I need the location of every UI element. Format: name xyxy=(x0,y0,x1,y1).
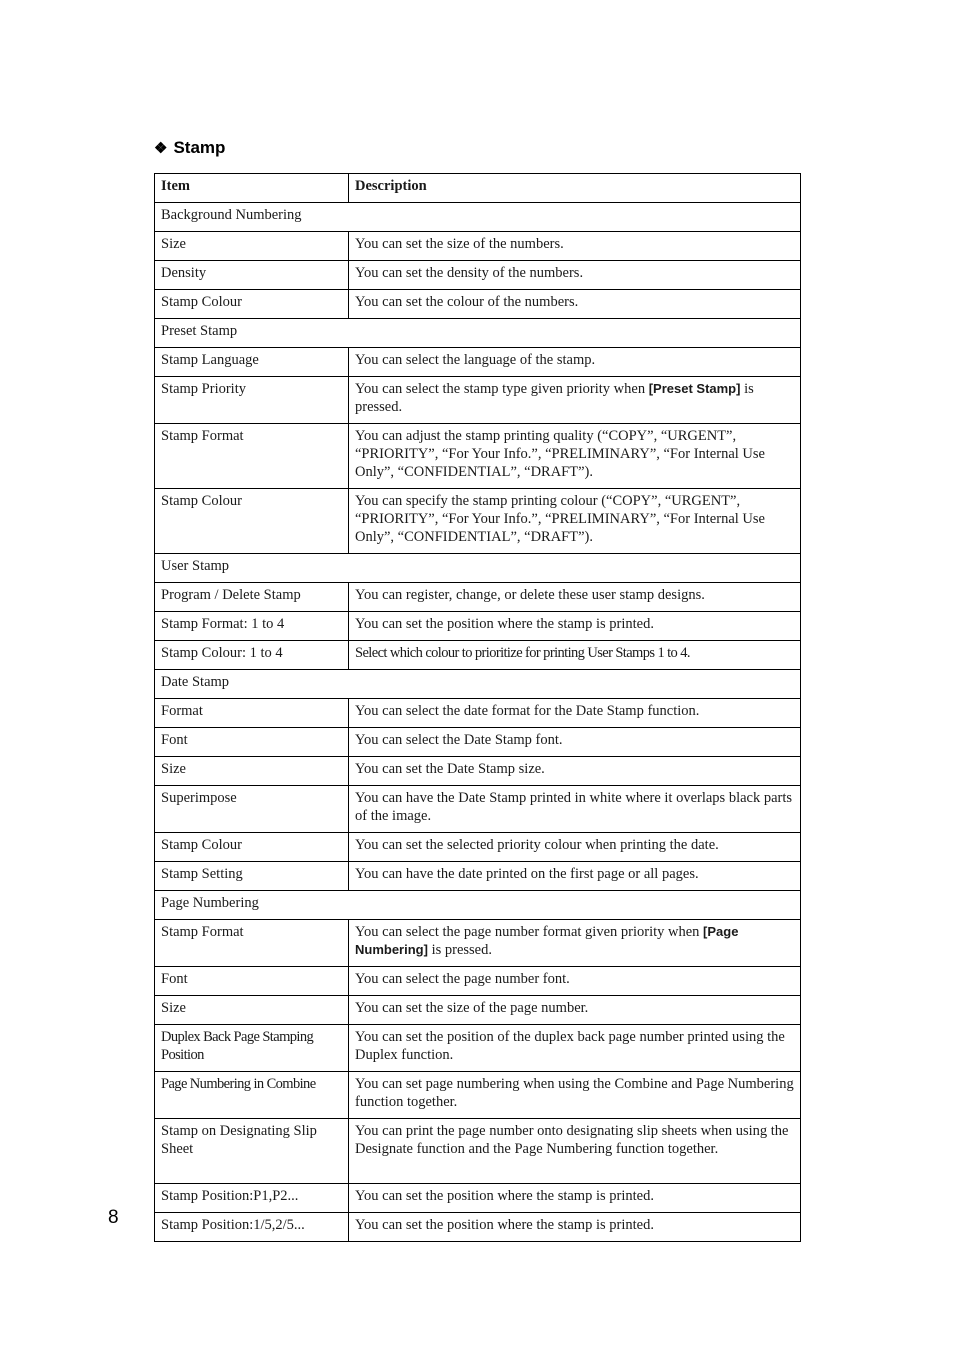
description-cell: You can set the colour of the numbers. xyxy=(349,290,801,319)
description-cell: You can set the selected priority colour when printing the date. xyxy=(349,833,801,862)
group-row-page-numbering xyxy=(155,891,801,920)
description-cell: You can set the density of the numbers. xyxy=(349,261,801,290)
table-row xyxy=(155,232,801,261)
item-cell: Font xyxy=(155,728,349,757)
description-text: You can select the stamp type given priority when xyxy=(355,381,649,397)
item-cell: Program / Delete Stamp xyxy=(155,583,349,612)
table-row xyxy=(155,489,801,554)
description-cell: You can have the date printed on the first page or all pages. xyxy=(349,862,801,891)
description-cell: You can print the page number onto designating slip sheets when using the Designate function and the Page Numbering function together. xyxy=(349,1119,801,1184)
description-cell: You can select the date format for the Date Stamp function. xyxy=(349,699,801,728)
table-row xyxy=(155,348,801,377)
description-cell: You can register, change, or delete these user stamp designs. xyxy=(349,583,801,612)
description-cell: You can select the language of the stamp. xyxy=(349,348,801,377)
item-cell: Stamp Position:1/5,2/5... xyxy=(155,1213,349,1242)
table-row xyxy=(155,583,801,612)
table-row xyxy=(155,728,801,757)
description-cell: You can set the position where the stamp is printed. xyxy=(349,612,801,641)
item-cell: Stamp Format xyxy=(155,424,349,489)
group-title: Page Numbering xyxy=(155,891,801,920)
description-cell: You can select the page number font. xyxy=(349,967,801,996)
header-item: Item xyxy=(155,174,349,203)
table-row xyxy=(155,862,801,891)
item-cell: Page Numbering in Combine xyxy=(155,1072,349,1119)
description-text: is pressed. xyxy=(427,942,492,958)
table-row xyxy=(155,833,801,862)
item-cell: Stamp Format: 1 to 4 xyxy=(155,612,349,641)
description-text: is pressed. xyxy=(355,381,754,415)
stamp-settings-table xyxy=(154,173,801,1242)
item-cell: Stamp Language xyxy=(155,348,349,377)
group-row-user-stamp xyxy=(155,554,801,583)
table-row xyxy=(155,757,801,786)
table-row xyxy=(155,377,801,424)
item-cell: Stamp Setting xyxy=(155,862,349,891)
page-numbering-key-label: [Page Numbering] xyxy=(355,924,739,957)
item-cell: Stamp Colour xyxy=(155,489,349,554)
table-row xyxy=(155,1213,801,1242)
description-cell: You can set the position where the stamp is printed. xyxy=(349,1184,801,1213)
item-cell: Stamp Format xyxy=(155,920,349,967)
description-cell xyxy=(349,920,801,967)
table-row xyxy=(155,261,801,290)
table-row xyxy=(155,290,801,319)
item-cell: Size xyxy=(155,996,349,1025)
preset-stamp-key-label: [Preset Stamp] xyxy=(648,381,741,396)
table-row xyxy=(155,1072,801,1119)
table-row xyxy=(155,920,801,967)
group-row-date-stamp xyxy=(155,670,801,699)
description-cell xyxy=(349,377,801,424)
item-cell: Size xyxy=(155,757,349,786)
section-title: Stamp xyxy=(173,138,226,157)
item-cell: Stamp on Designating Slip Sheet xyxy=(155,1119,349,1184)
table-row xyxy=(155,699,801,728)
item-cell: Format xyxy=(155,699,349,728)
description-cell: You can adjust the stamp printing quality (“COPY”, “URGENT”, “PRIORITY”, “For Your Info.”, “PRELIMINARY”, “For Internal Use Only”, “CONFIDENTIAL”, “DRAFT”). xyxy=(349,424,801,489)
item-cell: Duplex Back Page Stamping Position xyxy=(155,1025,349,1072)
group-title: Background Numbering xyxy=(155,203,801,232)
item-cell: Stamp Colour xyxy=(155,290,349,319)
table-row xyxy=(155,786,801,833)
table-row xyxy=(155,1025,801,1072)
group-row-preset-stamp xyxy=(155,319,801,348)
description-cell: You can set the position of the duplex back page number printed using the Duplex function. xyxy=(349,1025,801,1072)
diamond-bullet-icon: ❖ xyxy=(154,139,168,157)
description-cell: You can set the size of the page number. xyxy=(349,996,801,1025)
header-description: Description xyxy=(349,174,801,203)
item-cell: Stamp Position:P1,P2... xyxy=(155,1184,349,1213)
item-cell: Density xyxy=(155,261,349,290)
table-row xyxy=(155,996,801,1025)
table-row xyxy=(155,1184,801,1213)
table-row xyxy=(155,424,801,489)
description-cell: Select which colour to prioritize for printing User Stamps 1 to 4. xyxy=(349,641,801,670)
group-title: Date Stamp xyxy=(155,670,801,699)
table-row xyxy=(155,967,801,996)
group-row-background-numbering xyxy=(155,203,801,232)
group-title: Preset Stamp xyxy=(155,319,801,348)
section-heading xyxy=(154,138,225,158)
description-cell: You can set the position where the stamp is printed. xyxy=(349,1213,801,1242)
item-cell: Font xyxy=(155,967,349,996)
description-cell: You can set the Date Stamp size. xyxy=(349,757,801,786)
description-cell: You can set page numbering when using the Combine and Page Numbering function together. xyxy=(349,1072,801,1119)
description-cell: You can specify the stamp printing colour (“COPY”, “URGENT”, “PRIORITY”, “For Your Info.”, “PRELIMINARY”, “For Internal Use Only”, “CONFIDENTIAL”, “DRAFT”). xyxy=(349,489,801,554)
description-cell: You can select the Date Stamp font. xyxy=(349,728,801,757)
page-number: 8 xyxy=(108,1207,119,1228)
description-cell: You can have the Date Stamp printed in white where it overlaps black parts of the image. xyxy=(349,786,801,833)
description-text: You can select the page number format given priority when xyxy=(355,924,704,940)
item-cell: Stamp Colour: 1 to 4 xyxy=(155,641,349,670)
item-cell: Stamp Colour xyxy=(155,833,349,862)
group-title: User Stamp xyxy=(155,554,801,583)
table-header-row xyxy=(155,174,801,203)
table-row xyxy=(155,641,801,670)
item-cell: Stamp Priority xyxy=(155,377,349,424)
table-row xyxy=(155,1119,801,1184)
item-cell: Superimpose xyxy=(155,786,349,833)
item-cell: Size xyxy=(155,232,349,261)
description-cell: You can set the size of the numbers. xyxy=(349,232,801,261)
table-row xyxy=(155,612,801,641)
